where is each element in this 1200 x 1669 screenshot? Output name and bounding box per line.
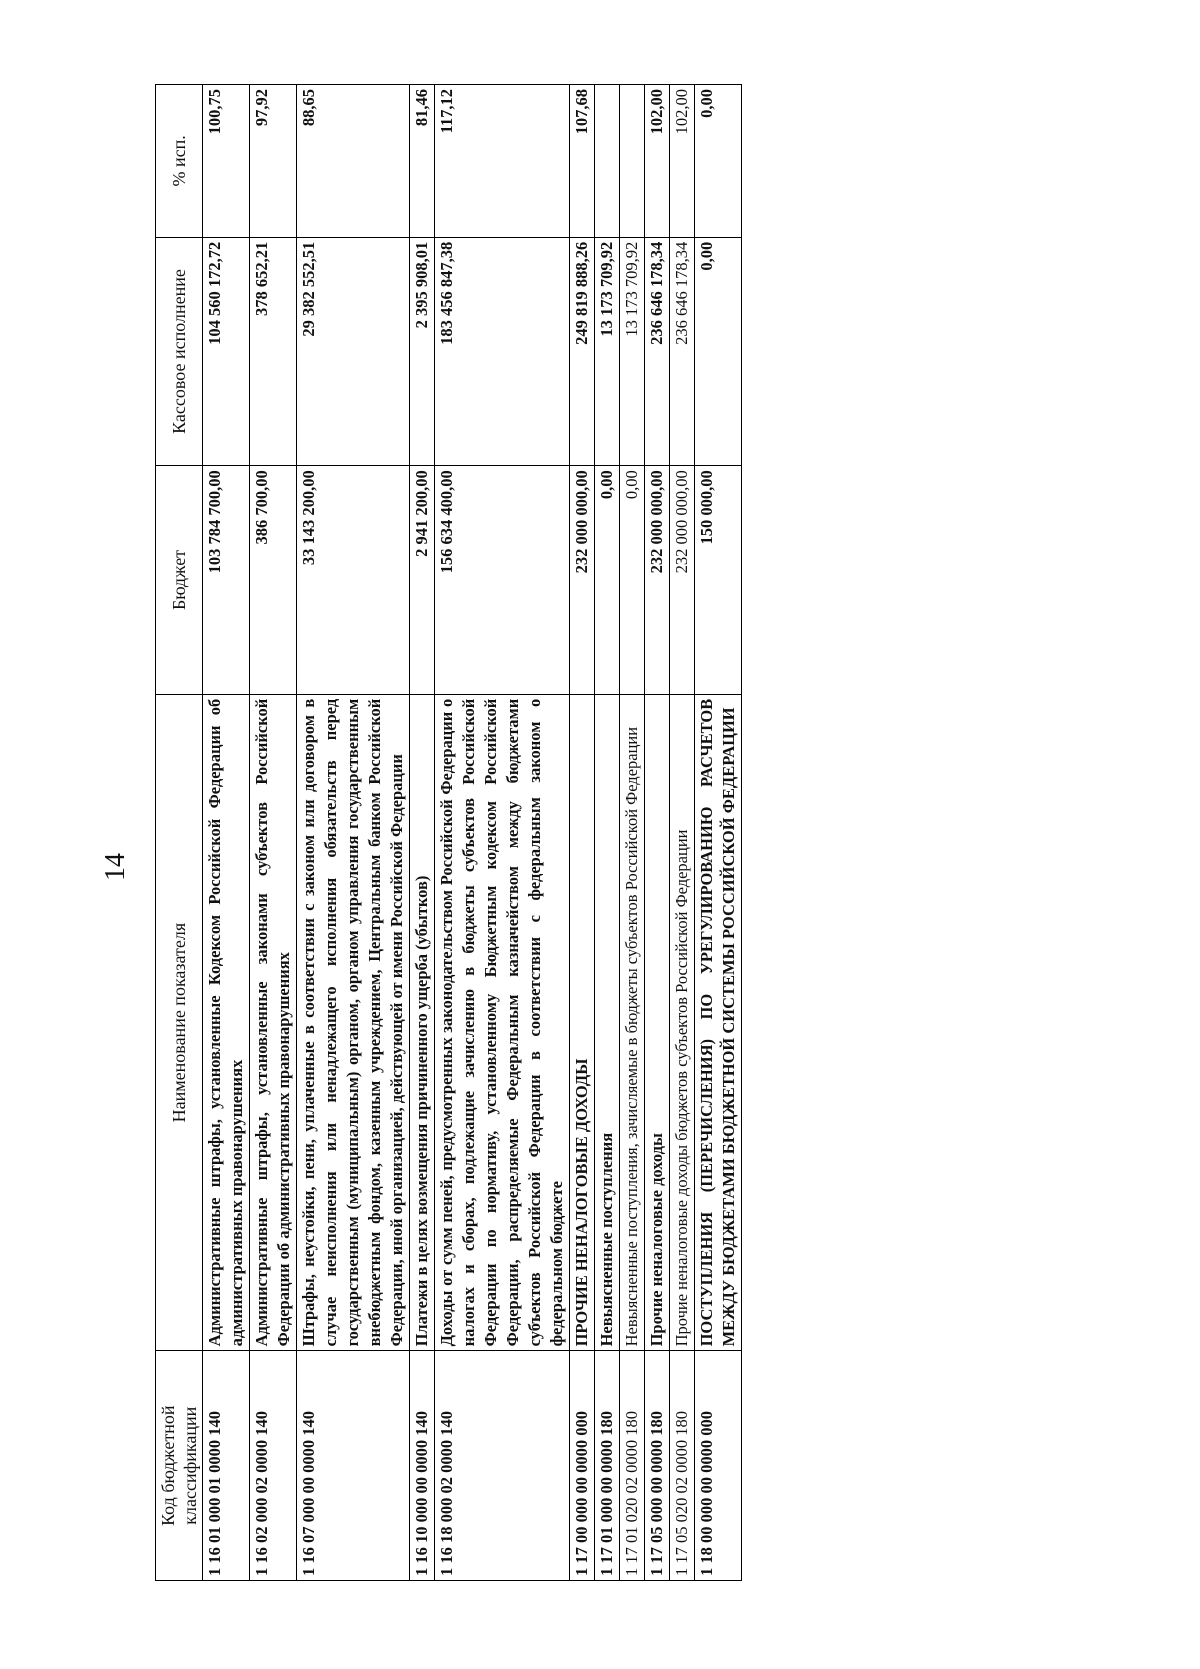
- cell-percent: [595, 85, 620, 238]
- header-budget: Бюджет: [156, 466, 203, 695]
- cell-execution: 29 382 552,51: [297, 237, 410, 466]
- header-code: Код бюджетной классификации: [156, 1351, 203, 1581]
- cell-percent: [620, 85, 645, 238]
- table-body: [203, 85, 742, 1581]
- cell-name: Доходы от сумм пеней, предусмотренных законодательством Российской Федерации о налогах и сборах, подлежащие зачислению в бюджеты субъектов Российской Федерации по нормативу, установленному Бюджетным кодексом Российской Федерации, распределяемые Федеральным казначейством между бюджетами субъектов Российской Федерации в соответствии с федеральным законом о федеральном бюджете: [435, 694, 570, 1351]
- table-row: [435, 85, 570, 1581]
- cell-code: 1 16 18 000 02 0000 140: [435, 1351, 570, 1581]
- cell-name: Прочие неналоговые доходы бюджетов субъектов Российской Федерации: [670, 694, 695, 1351]
- cell-percent: 0,00: [695, 85, 742, 238]
- table-row: [645, 85, 670, 1581]
- cell-code: 1 16 02 000 02 0000 140: [250, 1351, 297, 1581]
- cell-percent: 117,12: [435, 85, 570, 238]
- cell-execution: 13 173 709,92: [620, 237, 645, 466]
- cell-budget: 0,00: [620, 466, 645, 695]
- table-row: [570, 85, 595, 1581]
- table-row: [670, 85, 695, 1581]
- table-header-row: [156, 85, 203, 1581]
- table-row: [410, 85, 435, 1581]
- cell-code: 1 17 05 000 00 0000 180: [645, 1351, 670, 1581]
- table-row: [620, 85, 645, 1581]
- cell-name: Штрафы, неустойки, пени, уплаченные в соответствии с законом или договором в случае неисполнения или ненадлежащего исполнения обязательств перед государственным (муниципальным) органом, органом управления государственным внебюджетным фондом, казенным учреждением, Центральным банком Российской Федерации, иной организацией, действующей от имени Российской Федерации: [297, 694, 410, 1351]
- table-row: [595, 85, 620, 1581]
- budget-table: [155, 84, 742, 1581]
- cell-code: 1 17 05 020 02 0000 180: [670, 1351, 695, 1581]
- header-name: Наименование показателя: [156, 694, 203, 1351]
- cell-code: 1 16 10 000 00 0000 140: [410, 1351, 435, 1581]
- header-execution: Кассовое исполнение: [156, 237, 203, 466]
- cell-execution: 13 173 709,92: [595, 237, 620, 466]
- cell-code: 1 18 00 000 00 0000 000: [695, 1351, 742, 1581]
- cell-name: ПОСТУПЛЕНИЯ (ПЕРЕЧИСЛЕНИЯ) ПО УРЕГУЛИРОВАНИЮ РАСЧЕТОВ МЕЖДУ БЮДЖЕТАМИ БЮДЖЕТНОЙ СИСТЕМЫ РОССИЙСКОЙ ФЕДЕРАЦИИ: [695, 694, 742, 1351]
- cell-percent: 102,00: [645, 85, 670, 238]
- cell-execution: 236 646 178,34: [645, 237, 670, 466]
- cell-percent: 81,46: [410, 85, 435, 238]
- table-row: [250, 85, 297, 1581]
- cell-execution: 104 560 172,72: [203, 237, 250, 466]
- cell-percent: 102,00: [670, 85, 695, 238]
- cell-budget: 2 941 200,00: [410, 466, 435, 695]
- cell-execution: 236 646 178,34: [670, 237, 695, 466]
- cell-name: Невыясненные поступления, зачисляемые в бюджеты субъектов Российской Федерации: [620, 694, 645, 1351]
- cell-budget: 0,00: [595, 466, 620, 695]
- cell-name: Прочие неналоговые доходы: [645, 694, 670, 1351]
- cell-execution: 249 819 888,26: [570, 237, 595, 466]
- cell-name: Административные штрафы, установленные законами субъектов Российской Федерации об административных правонарушениях: [250, 694, 297, 1351]
- cell-budget: 232 000 000,00: [670, 466, 695, 695]
- cell-execution: 0,00: [695, 237, 742, 466]
- cell-budget: 150 000,00: [695, 466, 742, 695]
- cell-budget: 232 000 000,00: [645, 466, 670, 695]
- cell-code: 1 16 01 000 01 0000 140: [203, 1351, 250, 1581]
- cell-code: 1 17 01 000 00 0000 180: [595, 1351, 620, 1581]
- cell-budget: 33 143 200,00: [297, 466, 410, 695]
- cell-execution: 183 456 847,38: [435, 237, 570, 466]
- cell-code: 1 16 07 000 00 0000 140: [297, 1351, 410, 1581]
- cell-name: Административные штрафы, установленные Кодексом Российской Федерации об административных правонарушениях: [203, 694, 250, 1351]
- page-number: 14: [100, 853, 131, 881]
- cell-code: 1 17 01 020 02 0000 180: [620, 1351, 645, 1581]
- cell-name: Невыясненные поступления: [595, 694, 620, 1351]
- cell-name: ПРОЧИЕ НЕНАЛОГОВЫЕ ДОХОДЫ: [570, 694, 595, 1351]
- cell-percent: 100,75: [203, 85, 250, 238]
- cell-percent: 97,92: [250, 85, 297, 238]
- cell-execution: 2 395 908,01: [410, 237, 435, 466]
- cell-budget: 386 700,00: [250, 466, 297, 695]
- table-row: [297, 85, 410, 1581]
- cell-code: 1 17 00 000 00 0000 000: [570, 1351, 595, 1581]
- cell-budget: 232 000 000,00: [570, 466, 595, 695]
- cell-budget: 103 784 700,00: [203, 466, 250, 695]
- header-percent: % исп.: [156, 85, 203, 238]
- cell-budget: 156 634 400,00: [435, 466, 570, 695]
- table-row: [203, 85, 250, 1581]
- cell-name: Платежи в целях возмещения причиненного ущерба (убытков): [410, 694, 435, 1351]
- cell-percent: 107,68: [570, 85, 595, 238]
- cell-percent: 88,65: [297, 85, 410, 238]
- table-row: [695, 85, 742, 1581]
- cell-execution: 378 652,21: [250, 237, 297, 466]
